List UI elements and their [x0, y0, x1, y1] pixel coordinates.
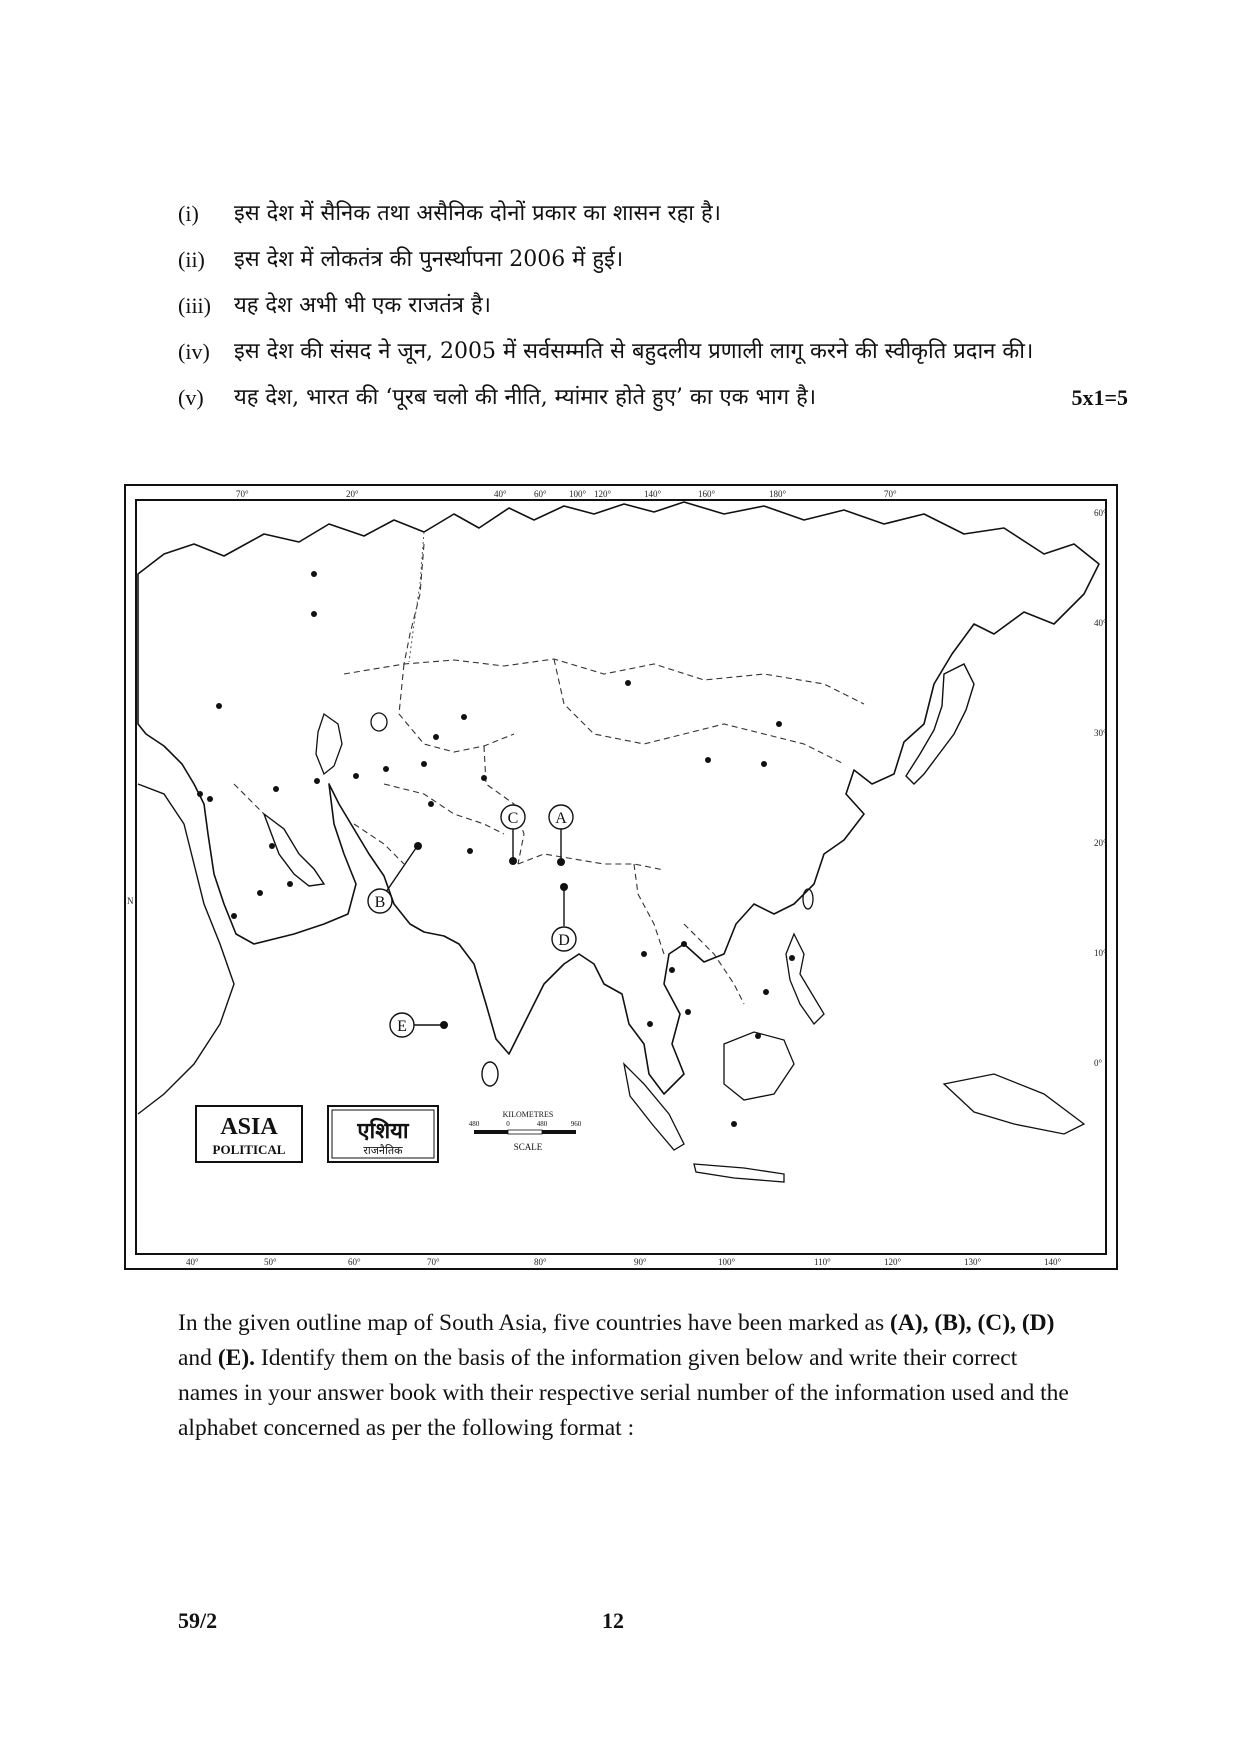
degree-label: 10° [1094, 948, 1107, 958]
degree-label: 70° [884, 489, 897, 499]
degree-label: 40° [494, 489, 507, 499]
map-subtitle-hi-text: राजनैतिक [363, 1144, 403, 1157]
degree-label: 140° [644, 489, 662, 499]
marker-e [390, 1013, 414, 1037]
degree-label: 60° [348, 1257, 361, 1267]
map-title-en [196, 1106, 302, 1162]
scale-tick: 960 [570, 1120, 582, 1128]
map-subtitle-text: POLITICAL [212, 1142, 286, 1157]
item-text: इस देश में लोकतंत्र की पुनर्स्थापना 2006 में हुई। [234, 247, 624, 272]
marks-label: 5x1=5 [1071, 385, 1128, 410]
degree-label: 70° [236, 489, 249, 499]
question-and: and [178, 1345, 212, 1371]
marker-a [549, 805, 573, 829]
north-label: N [127, 896, 134, 906]
degree-label: 20° [1094, 838, 1107, 848]
map-title-hi-text: एशिया [357, 1119, 409, 1144]
question-letter-e: (E). [217, 1345, 256, 1371]
item-number: (iii) [178, 293, 211, 318]
degree-label: 80° [534, 1257, 547, 1267]
scale-tick: 480 [468, 1120, 480, 1128]
item-text: यह देश अभी भी एक राजतंत्र है। [234, 293, 491, 318]
marker-c [501, 805, 525, 829]
degree-label: 110° [814, 1257, 831, 1267]
map-title-text: ASIA [220, 1114, 278, 1140]
map-title-hi [328, 1106, 438, 1162]
item-number: (v) [178, 385, 204, 410]
asia-political-map [124, 484, 1118, 1270]
degree-label: 120° [594, 489, 612, 499]
degree-label: 100° [718, 1257, 736, 1267]
question-text-part2: Identify them on the basis of the information given below and write their correct names in your answer book with their respective serial number of the information used and the alphabet concerned as per the following format : [178, 1345, 1069, 1441]
item-number: (ii) [178, 247, 205, 272]
list-item [178, 288, 1128, 324]
degree-label: 30° [1094, 728, 1107, 738]
marker-label: A [555, 810, 567, 827]
degree-label: 90° [634, 1257, 647, 1267]
marker-label: D [558, 932, 570, 949]
question-letters: (A), (B), (C), (D) [890, 1310, 1055, 1336]
item-number: (iv) [178, 339, 210, 364]
list-item [178, 242, 1128, 278]
degree-label: 70° [427, 1257, 440, 1267]
degree-label: 0° [1094, 1058, 1103, 1068]
degree-label: 40° [186, 1257, 199, 1267]
list-item [178, 196, 1128, 232]
list-item [178, 380, 1128, 416]
item-text: यह देश, भारत की ‘पूरब चलो की नीति, म्यांमार होते हुए’ का एक भाग है। [234, 385, 817, 410]
degree-label: 160° [698, 489, 716, 499]
item-number: (i) [178, 201, 199, 226]
question-text-part1: In the given outline map of South Asia, five countries have been marked as [178, 1310, 885, 1336]
scale-heading: KILOMETRES [502, 1110, 554, 1119]
degree-label: 120° [884, 1257, 902, 1267]
hindi-question-list [178, 196, 1128, 426]
marker-label: E [397, 1018, 407, 1035]
degree-label: 130° [964, 1257, 982, 1267]
degree-label: 60° [1094, 508, 1107, 518]
marker-label: C [507, 810, 519, 827]
scale-label: SCALE [513, 1142, 543, 1152]
degree-label: 180° [769, 489, 787, 499]
item-text: इस देश में सैनिक तथा असैनिक दोनों प्रकार का शासन रहा है। [234, 201, 721, 226]
marker-label: B [374, 894, 386, 911]
degree-label: 20° [346, 489, 359, 499]
question-english [178, 1306, 1078, 1446]
item-text: इस देश की संसद ने जून, 2005 में सर्वसम्मति से बहुदलीय प्रणाली लागू करने की स्वीकृति प्रदान की। [234, 339, 1034, 364]
marker-b [368, 889, 392, 913]
paper-code: 59/2 [178, 1608, 218, 1633]
degree-label: 100° [569, 489, 587, 499]
scale-tick: 0 [506, 1120, 510, 1128]
marker-d [552, 927, 576, 951]
scale-tick: 480 [536, 1120, 548, 1128]
page-number: 12 [602, 1608, 624, 1633]
degree-label: 60° [534, 489, 547, 499]
list-item [178, 334, 1128, 370]
degree-label: 50° [264, 1257, 277, 1267]
degree-label: 140° [1044, 1257, 1062, 1267]
degree-label: 40° [1094, 618, 1107, 628]
